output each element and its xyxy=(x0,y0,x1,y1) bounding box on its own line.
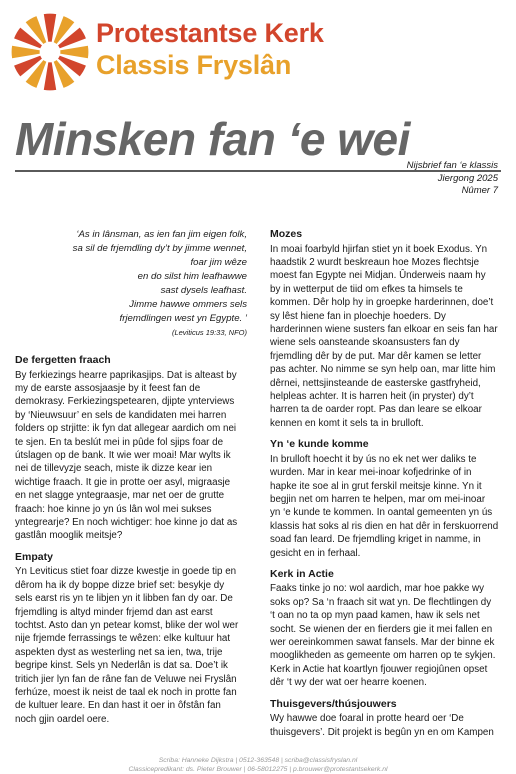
paragraph-line: dêrom ha ik dy boppe dizze brief set: besykje dy xyxy=(15,579,225,591)
paragraph-line: begjin net om harren te helpen, mar om mei-inoar xyxy=(270,493,486,505)
paragraph-line: mooglikheden as gemeente om harren op te sykjen. xyxy=(270,650,496,662)
paragraph-line: In moai foarbyld hjirfan stiet yn it boek Exodus. Yn xyxy=(270,243,488,255)
right-column xyxy=(270,228,504,747)
paragraph-line: frjemdling is altyd minder frjemd dan ast earst xyxy=(15,606,213,618)
quote-line: frjemdlingen west yn Egypte. ’ xyxy=(119,313,247,324)
quote-line: en do silst him leafhawwe xyxy=(137,271,247,282)
paragraph-line: te sjen. En ta beslút mei in pûde fol sjips foar de xyxy=(15,436,224,448)
article-section xyxy=(270,698,504,739)
cross-sun-logo-icon xyxy=(10,12,90,92)
paragraph-line: sy lêst hiene fan in ploechje hoeders. Dy xyxy=(270,310,446,322)
paragraph-line: By ferkiezings hearre paprikasjips. Dat is alteast by xyxy=(15,369,237,381)
paragraph-line: Kerk in Actie hat koartlyn fjouwer regiojûnen opset xyxy=(270,663,488,675)
paragraph-line: yntegrearje? En noch wichtiger: hoe kinne jo dat as xyxy=(15,516,238,528)
paragraph-line: noch gjin oardel oere. xyxy=(15,713,110,725)
organization-name: Protestantse Kerk xyxy=(96,18,324,48)
paragraph-line: en net slagge yntegraasje, mar net oer de grutte xyxy=(15,490,225,502)
paragraph-line: begripe kinst. Sels yn Nederlân is dat sa. Doe’t ik xyxy=(15,660,228,672)
section-heading: Yn ‘e kunde komme xyxy=(270,438,369,451)
quote-line: sast dysels leafhast. xyxy=(160,285,247,296)
paragraph-line: tritich jier lyn fan de râne fan de Veluwe nei Fryslân xyxy=(15,673,237,685)
paragraph-line: Wy hawwe doe foaral in protte heard oer ‘De xyxy=(270,713,464,725)
paragraph-line: helpleas achter. It is harren heit (in pryster) dy’t xyxy=(270,390,474,402)
section-heading: Mozes xyxy=(270,228,303,240)
article-section xyxy=(270,228,504,430)
article-section xyxy=(270,568,504,690)
paragraph-line: demokrasy. Ferkiezingspetearen, djipte ynterviews xyxy=(15,396,235,408)
paragraph-line: folders op strjitte: ik fyn dat allegear aardich om nei xyxy=(15,423,237,435)
volume-label: Jiergong 2025 xyxy=(437,172,498,184)
paragraph-line: nei de tillevyzje seach, miste ik dizze kear ien xyxy=(15,463,213,475)
section-heading: Thuisgevers/thúsjouwers xyxy=(270,697,397,710)
quote-source: (Leviticus 19:33, NFO) xyxy=(171,328,247,337)
paragraph-line: yn ‘e kunde te kommen. In oantal gemeenten yn ús xyxy=(270,507,493,519)
article-section xyxy=(270,438,504,560)
paragraph-line: klassis hat soks al ris dien en hat dêr in ferskuorrend xyxy=(270,520,499,532)
paragraph-line: pas achter. No nimme se syn help oan, mar litte him xyxy=(270,364,496,376)
paragraph-line: wurden. Mar in kear mei-inoar kofjedrinke of in xyxy=(270,467,472,479)
paragraph-line: de kultuer leare. En dan hast it oer in ôfstân fan xyxy=(15,700,221,712)
paragraph-line: útslagen op de bank. It wie wer moai! Mar wylts ik xyxy=(15,449,231,461)
newsletter-title: Minsken fan ‘e wei xyxy=(15,113,410,165)
article-section xyxy=(15,551,249,726)
quote-line: sa sil de frjemdling dy’t by jimme wennet, xyxy=(72,243,247,254)
paragraph-line: ferhúze, moest ik neist de taal ek noch in protte fan xyxy=(15,686,237,698)
paragraph-line: kommen. Dêr holp hy in groepke harderinnen, doe’t xyxy=(270,297,494,309)
paragraph-line: moest fan Egypte nei Midjan. Ûnderweis naam hy xyxy=(270,270,486,282)
paragraph-line: gastlân mooglik meitsje? xyxy=(15,530,123,542)
paragraph-line: harren ta de oarder ropt. Pas dan leare se elkoar xyxy=(270,404,482,416)
quote-line: foar jim wêze xyxy=(190,257,247,268)
paragraph-line: by ‘Nieuwsuur’ en sels de kandidaten mei harren xyxy=(15,409,227,421)
paragraph-line: gesicht en in ferhaal. xyxy=(270,547,361,559)
paragraph-line: nije frjemde ferrassings te wêzen: elke kultuur hat xyxy=(15,633,231,645)
paragraph-line: wichtige fraach. It gie in protte oer asyl, migraasje xyxy=(15,476,231,488)
paragraph-line: sels earst ris yn te libjen yn it libben fan dy oar. De xyxy=(15,593,233,605)
paragraph-line: aspekten dyst as westerling net sa ien, twa, trije xyxy=(15,646,223,658)
newsletter-subtitle: Nijsbrief fan ‘e klassis xyxy=(406,160,498,171)
paragraph-line: wer oereinkommen sawat fansels. Mar der binne ek xyxy=(270,637,495,649)
paragraph-line: haadstik 2 wurdt beskreaun hoe Mozes flechtsje xyxy=(270,256,480,268)
paragraph-line: wiene sels oansteande skoansusters fan dy xyxy=(270,337,460,349)
paragraph-line: Faaks tinke jo no: wol aardich, mar hoe pakke wy xyxy=(270,583,485,595)
paragraph-line: soks op? Sa ‘n fraach sit wat yn. De flechtlingen dy xyxy=(270,596,492,608)
paragraph-line: by in wetterput de tiid om efkes ta himsels te xyxy=(270,283,463,295)
quote-line: Jimme hawwe ommers sels xyxy=(129,299,247,310)
paragraph-line: harderinnen wiene susters fan elkoar en seis fan har xyxy=(270,323,498,335)
footer-contact xyxy=(0,756,516,774)
paragraph-line: soad fan leard. De frjemdling kriget in namme, in xyxy=(270,534,481,546)
paragraph-line: Yn Leviticus stiet foar dizze kwestje in goede tip en xyxy=(15,566,237,578)
paragraph-line: dêrnei, nettsjinsteande de easterske gastfryheid, xyxy=(270,377,481,389)
paragraph-line: dêr ‘t wy der wat oer hearre koenen. xyxy=(270,677,427,689)
section-heading: Empaty xyxy=(15,550,53,563)
paragraph-line: kennen en komt it sels ta in brulloft. xyxy=(270,417,424,429)
section-heading: De fergetten fraach xyxy=(15,354,111,366)
paragraph-line: hapke ite soe al in grut ferskil meitsje kinne. Yn it xyxy=(270,480,482,492)
issue-number: Nûmer 7 xyxy=(461,185,498,196)
paragraph-line: ‘t oan no ta op myn paad kamen, haw ik sels net xyxy=(270,610,480,622)
footer-predikant: Classicepredikant: ds. Pieter Brouwer | 06-58012275 | p.brouwer@protestantsekerk.nl xyxy=(128,766,388,773)
paragraph-line: fraach: hoe kinne jo yn ús lân wol mei sukses xyxy=(15,503,212,515)
paragraph-line: In brulloft hoecht it by ús no ek net wer daliks te xyxy=(270,453,477,465)
classis-name: Classis Fryslân xyxy=(96,50,292,80)
paragraph-line: socht. Se wienen der en fierders gie it mei fallen en xyxy=(270,623,493,635)
bible-quote xyxy=(40,228,247,339)
section-heading: Kerk in Actie xyxy=(270,567,334,580)
issue-info xyxy=(348,160,498,198)
quote-line: ‘As in lânsman, as ien fan jim eigen folk, xyxy=(76,229,247,240)
footer-scriba: Scriba: Hanneke Dijkstra | 0512-363548 | scriba@classisfryslan.nl xyxy=(158,757,358,764)
article-section xyxy=(15,354,249,543)
paragraph-line: frjemdling dêr by de put. Mar dêr kamen se letter xyxy=(270,350,482,362)
left-column xyxy=(15,354,249,734)
paragraph-line: my de earste assosjaasje by it feest fan de xyxy=(15,382,201,394)
paragraph-line: thuisgevers’. Dit projekt is begûn yn en om Kampen xyxy=(270,726,494,738)
paragraph-line: tochtst. Asto dan yn petear komst, blike der wol wer xyxy=(15,619,239,631)
